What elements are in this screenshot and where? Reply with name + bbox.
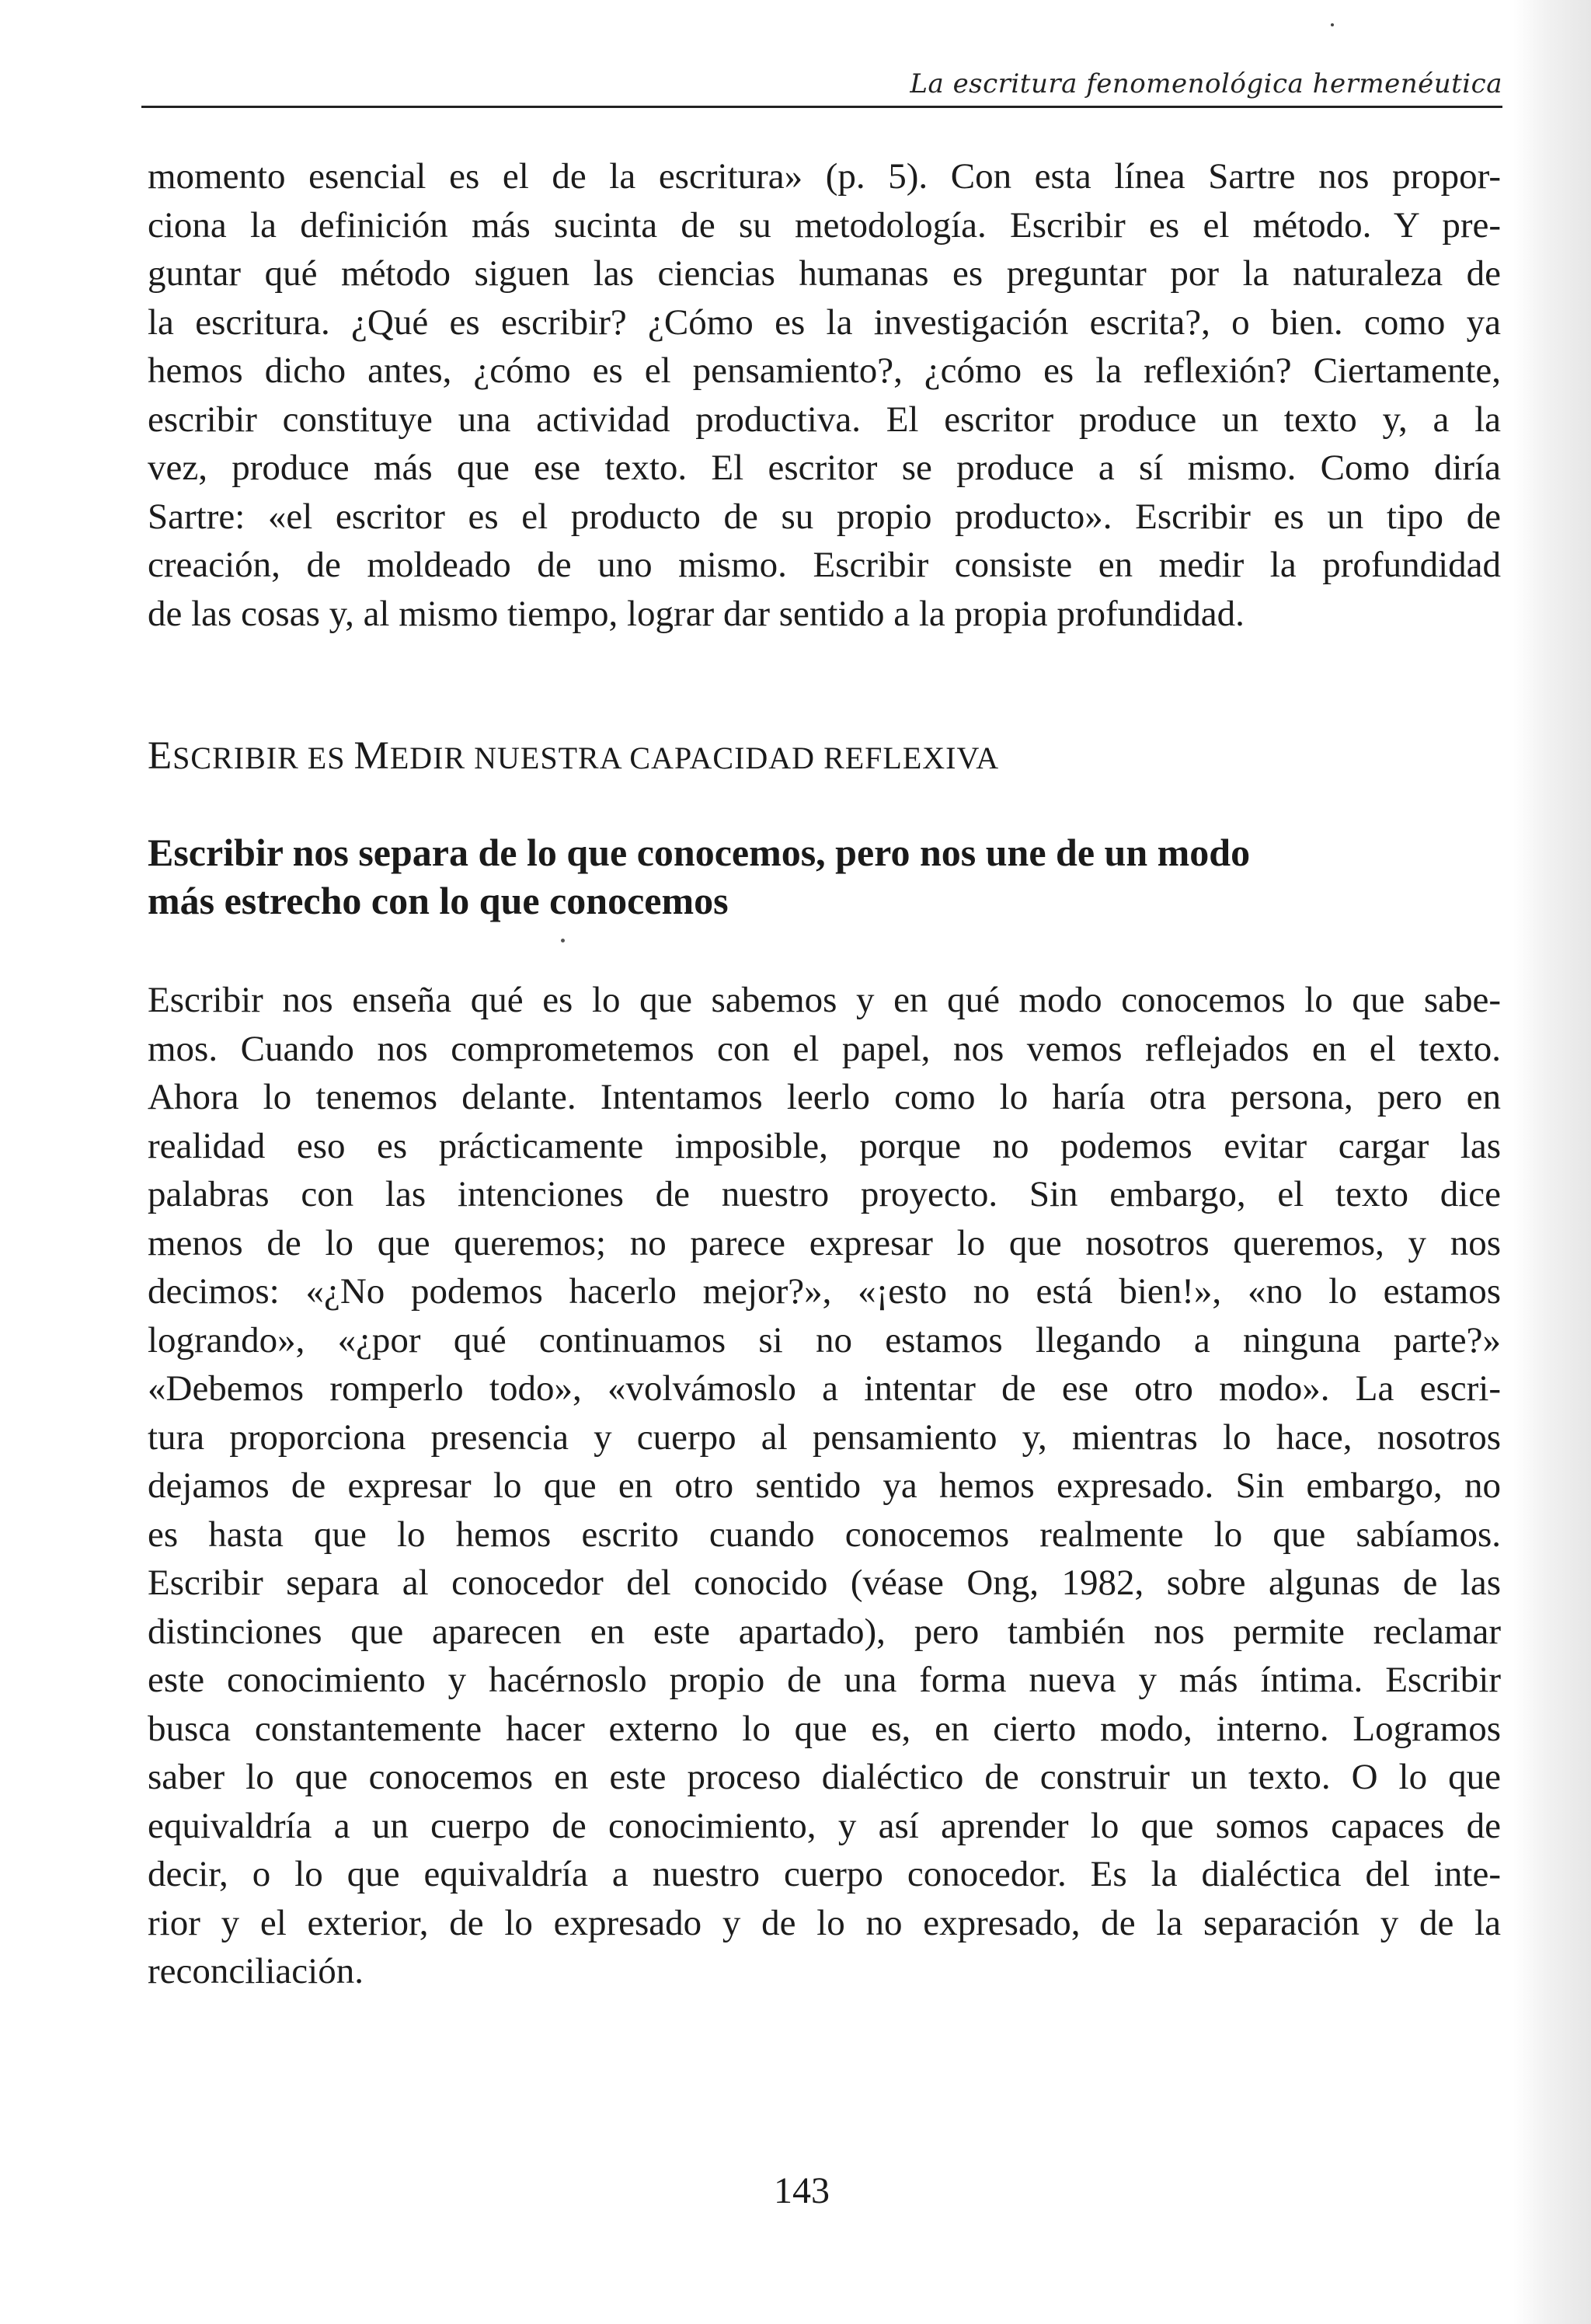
text-line: creación, de moldeado de uno mismo. Escribir consiste en medir la profundidad <box>148 545 1501 585</box>
text-line: decir, o lo que equivaldría a nuestro cuerpo conocedor. Es la dialéctica del inte- <box>148 1854 1501 1894</box>
text-line: ciona la definición más sucinta de su metodología. Escribir es el método. Y pre- <box>148 204 1501 246</box>
running-header: La escritura fenomenológica hermenéutica <box>910 68 1502 99</box>
text-line: escribir constituye una actividad productiva. El escritor produce un texto y, a la <box>148 399 1501 440</box>
text-line: decimos: «¿No podemos hacerlo mejor?», «¡esto no está bien!», «no lo estamos <box>148 1271 1501 1312</box>
text-line: Sartre: «el escritor es el producto de su propio producto». Escribir es un tipo de <box>148 496 1501 537</box>
text-line: palabras con las intenciones de nuestro proyecto. Sin embargo, el texto dice <box>148 1174 1501 1214</box>
page-edge-shadow <box>1513 0 1591 2324</box>
text-line: Ahora lo tenemos delante. Intentamos leerlo como lo haría otra persona, pero en <box>148 1077 1501 1117</box>
text-line: reconciliación. <box>148 1951 364 1991</box>
intro-paragraph <box>148 152 1501 638</box>
scan-speck <box>561 939 565 942</box>
text-line: momento esencial es el de la escritura» (p. 5). Con esta línea Sartre nos propor- <box>148 156 1501 197</box>
text-line: dejamos de expresar lo que en otro sentido ya hemos expresado. Sin embargo, no <box>148 1465 1501 1506</box>
text-line: realidad eso es prácticamente imposible, porque no podemos evitar cargar las <box>148 1125 1501 1166</box>
text-line: menos de lo que queremos; no parece expresar lo que nosotros queremos, y nos <box>148 1222 1501 1263</box>
heading-fragment: M <box>353 734 390 778</box>
text-line: mos. Cuando nos comprometemos con el papel, nos vemos reflejados en el texto. <box>148 1028 1501 1069</box>
text-line: es hasta que lo hemos escrito cuando conocemos realmente lo que sabíamos. <box>148 1514 1501 1555</box>
heading-fragment: EDIR NUESTRA CAPACIDAD REFLEXIVA <box>389 740 1000 775</box>
header-rule <box>141 106 1502 108</box>
heading-fragment: E <box>148 734 173 778</box>
subheading-line: Escribir nos separa de lo que conocemos, pero nos une de un modo <box>148 831 1251 874</box>
text-line: Escribir separa al conocedor del conocido (véase Ong, 1982, sobre algunas de las <box>148 1563 1501 1603</box>
text-line: logrando», «¿por qué continuamos si no estamos llegando a ninguna parte?» <box>148 1319 1501 1361</box>
text-line: tura proporciona presencia y cuerpo al pensamiento y, mientras lo hace, nosotros <box>148 1416 1501 1458</box>
scan-speck <box>1331 23 1334 26</box>
text-line: equivaldría a un cuerpo de conocimiento, y así aprender lo que somos capaces de <box>148 1805 1501 1846</box>
text-line: de las cosas y, al mismo tiempo, lograr dar sentido a la propia profundidad. <box>148 593 1245 634</box>
text-line: hemos dicho antes, ¿cómo es el pensamiento?, ¿cómo es la reflexión? Ciertamente, <box>148 350 1501 391</box>
text-line: distinciones que aparecen en este apartado), pero también nos permite reclamar <box>148 1611 1501 1652</box>
subsection-heading <box>148 828 1468 925</box>
text-line: busca constantemente hacer externo lo que es, en cierto modo, interno. Logramos <box>148 1708 1501 1749</box>
text-line: la escritura. ¿Qué es escribir? ¿Cómo es la investigación escrita?, o bien. como ya <box>148 301 1501 343</box>
text-line: este conocimiento y hacérnoslo propio de una forma nueva y más íntima. Escribir <box>148 1660 1501 1700</box>
text-line: «Debemos romperlo todo», «volvámoslo a intentar de ese otro modo». La escri- <box>148 1368 1501 1409</box>
page-number: 143 <box>774 2170 830 2211</box>
text-line: rior y el exterior, de lo expresado y de lo no expresado, de la separación y de la <box>148 1902 1501 1943</box>
subheading-line: más estrecho con lo que conocemos <box>148 879 729 922</box>
body-paragraph <box>148 976 1501 1996</box>
section-heading <box>148 733 999 779</box>
heading-fragment: SCRIBIR ES <box>172 740 354 775</box>
text-line: saber lo que conocemos en este proceso dialéctico de construir un texto. O lo que <box>148 1757 1501 1797</box>
text-line: vez, produce más que ese texto. El escritor se produce a sí mismo. Como diría <box>148 448 1501 488</box>
text-line: Escribir nos enseña qué es lo que sabemos y en qué modo conocemos lo que sabe- <box>148 980 1501 1020</box>
text-line: guntar qué método siguen las ciencias humanas es preguntar por la naturaleza de <box>148 253 1501 294</box>
